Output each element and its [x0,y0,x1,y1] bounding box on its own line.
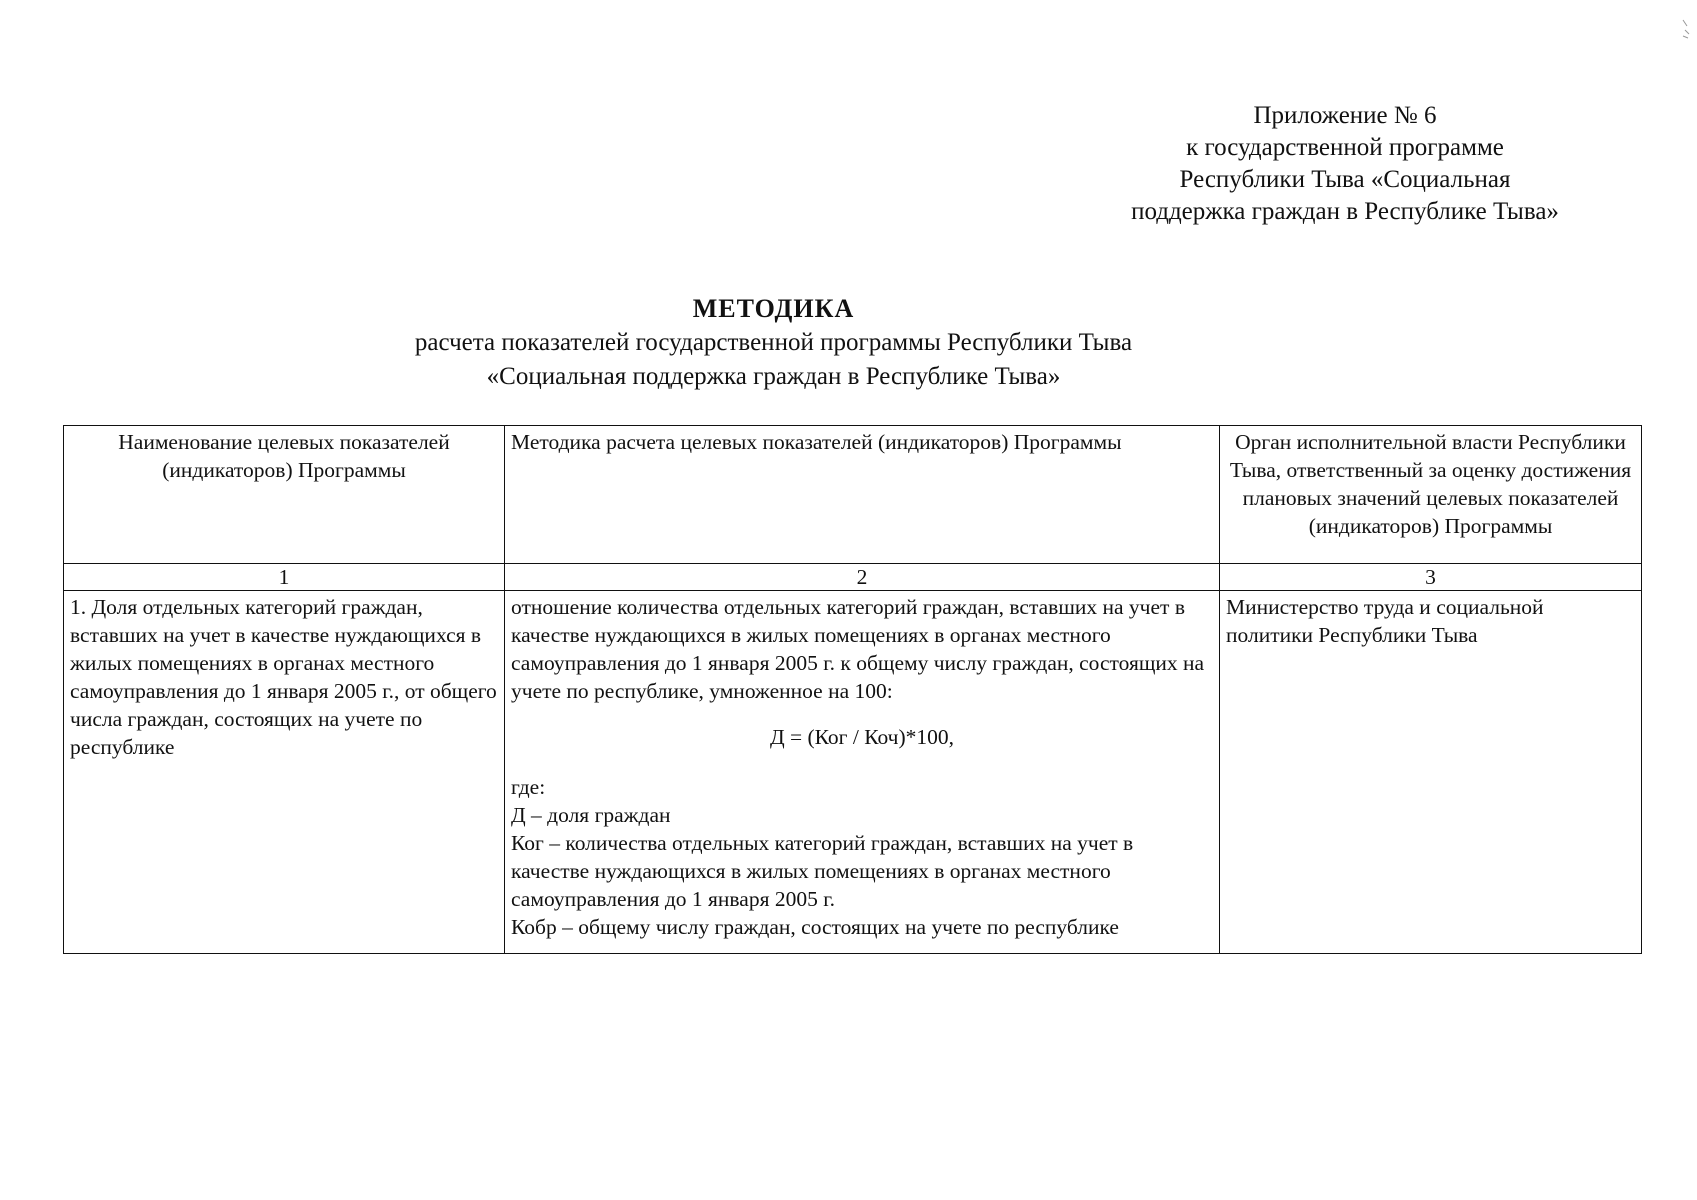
method-intro: отношение количества отдельных категорий граждан, вставших на учет в качестве нуждающихся в жилых помещениях в органах местного самоуправления до 1 января 2005 г. к общему числу граждан, состоящих на учете по республике, умноженное на 100: [511,595,1205,703]
header-responsible-authority: Орган исполнительной власти Республики Тыва, ответственный за оценку достижения плановых значений целевых показателей (индикаторов) Программы [1220,426,1642,564]
definition-item: Д – доля граждан [511,803,671,827]
methodology-table [63,425,1642,954]
formula: Д = (Ког / Коч)*100, [769,725,955,749]
method-cell [505,591,1220,954]
definition-item: Ког – количества отдельных категорий граждан, вставших на учет в качестве нуждающихся в жилых помещениях в органах местного самоуправления до 1 января 2005 г. [511,831,1134,911]
document-title-block [0,292,1697,394]
definition-item: Кобр – общему числу граждан, состоящих на учете по республике [511,915,1119,939]
document-title: МЕТОДИКА [692,294,855,323]
table-header-row [64,426,1642,564]
table-row [64,591,1642,954]
column-number: 2 [505,564,1220,591]
column-number: 1 [64,564,505,591]
header-indicator-name: Наименование целевых показателей (индикаторов) Программы [64,426,505,564]
scan-mark-icon [1681,18,1691,40]
appendix-line: к государственной программе [1186,134,1504,161]
column-number: 3 [1220,564,1642,591]
appendix-line: Приложение № 6 [1253,102,1437,129]
where-label: где: [511,775,546,799]
document-subtitle-line: «Социальная поддержка граждан в Республике Тыва» [486,363,1061,390]
column-number-row [64,564,1642,591]
header-calculation-method: Методика расчета целевых показателей (индикаторов) Программы [505,426,1220,564]
appendix-note [1040,100,1650,228]
appendix-line: Республики Тыва «Социальная [1179,166,1511,193]
document-subtitle-line: расчета показателей государственной программы Республики Тыва [414,329,1133,356]
indicator-cell: 1. Доля отдельных категорий граждан, вставших на учет в качестве нуждающихся в жилых помещениях в органах местного самоуправления до 1 января 2005 г., от общего числа граждан, состоящих на учете по республике [64,591,505,954]
appendix-line: поддержка граждан в Республике Тыва» [1131,198,1559,225]
authority-cell: Министерство труда и социальной политики Республики Тыва [1220,591,1642,954]
